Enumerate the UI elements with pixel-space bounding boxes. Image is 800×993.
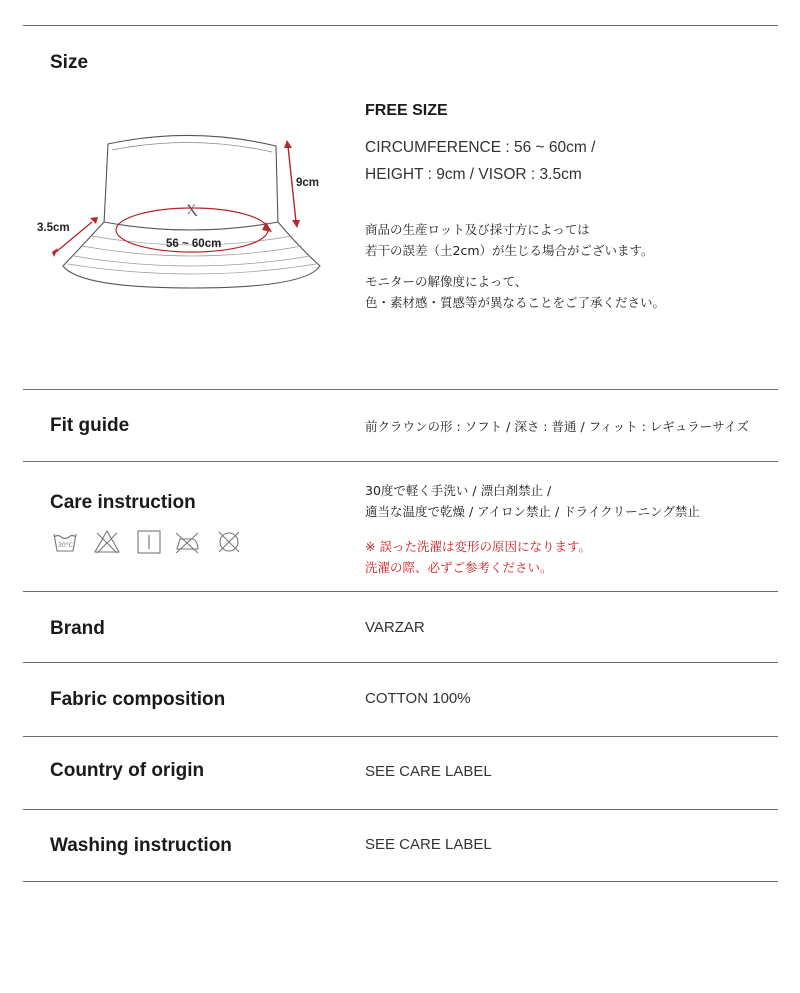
fit-guide-value: 前クラウンの形 : ソフト / 深さ : 普通 / フィット : レギュラーサイズ <box>365 419 749 434</box>
visor-arrowhead-bottom <box>52 248 58 257</box>
care-warning <box>365 536 591 578</box>
wash-temperature: 30°C <box>58 542 73 549</box>
no-bleach-icon <box>94 529 120 555</box>
fit-guide-title: Fit guide <box>50 415 130 436</box>
monitor-note-line2: 色・素材感・質感等が異なることをご了承ください。 <box>365 295 666 310</box>
circumference-text: CIRCUMFERENCE : 56 ~ 60cm / <box>365 139 596 156</box>
divider <box>23 881 778 882</box>
care-icons <box>52 529 252 555</box>
divider <box>23 736 778 737</box>
washing-title: Washing instruction <box>50 835 232 856</box>
height-dimension-label: 9cm <box>296 177 320 189</box>
free-size-heading: FREE SIZE <box>365 102 448 119</box>
bucket-hat-diagram <box>30 118 340 303</box>
divider <box>23 461 778 462</box>
hand-wash-30-icon <box>52 529 78 555</box>
height-arrowhead-top <box>284 140 292 148</box>
divider <box>23 809 778 810</box>
visor-dimension-label: 3.5cm <box>37 222 70 234</box>
care-warning-line1: ※ 誤った洗濯は変形の原因になります。 <box>365 539 591 554</box>
height-arrow <box>288 146 296 222</box>
measurement-note-line2: 若干の誤差（土2cm）が生じる場合がございます。 <box>365 243 654 258</box>
no-iron-icon <box>174 529 200 555</box>
hat-logo: Ⲭ <box>187 202 197 218</box>
brand-value: VARZAR <box>365 619 425 636</box>
divider <box>23 25 778 26</box>
measurement-note-line1: 商品の生産ロット及び採寸方によっては <box>365 222 590 237</box>
brand-title: Brand <box>50 618 105 639</box>
care-instruction-title: Care instruction <box>50 492 196 513</box>
monitor-note-line1: モニターの解像度によって、 <box>365 274 528 289</box>
monitor-note <box>365 271 665 313</box>
fabric-value: COTTON 100% <box>365 690 471 707</box>
care-warning-line2: 洗濯の際、必ずご参考ください。 <box>365 560 553 575</box>
divider <box>23 662 778 663</box>
divider <box>23 591 778 592</box>
measurement-note <box>365 219 654 261</box>
origin-value: SEE CARE LABEL <box>365 763 492 780</box>
height-visor-text: HEIGHT : 9cm / VISOR : 3.5cm <box>365 166 582 183</box>
washing-value: SEE CARE LABEL <box>365 836 492 853</box>
care-instruction-text <box>365 480 700 522</box>
size-title: Size <box>50 52 89 73</box>
care-line1: 30度で軽く手洗い / 漂白剤禁止 / <box>365 483 552 498</box>
fabric-title: Fabric composition <box>50 689 226 710</box>
origin-title: Country of origin <box>50 760 205 781</box>
height-arrowhead-bottom <box>292 220 300 228</box>
care-line2: 適当な温度で乾燥 / アイロン禁止 / ドライクリーニング禁止 <box>365 504 700 519</box>
circumference-dimension-label: 56 ~ 60cm <box>166 238 222 250</box>
tumble-dry-icon <box>136 529 162 555</box>
hat-brim <box>63 222 320 288</box>
no-dry-clean-icon <box>216 529 242 555</box>
divider <box>23 389 778 390</box>
